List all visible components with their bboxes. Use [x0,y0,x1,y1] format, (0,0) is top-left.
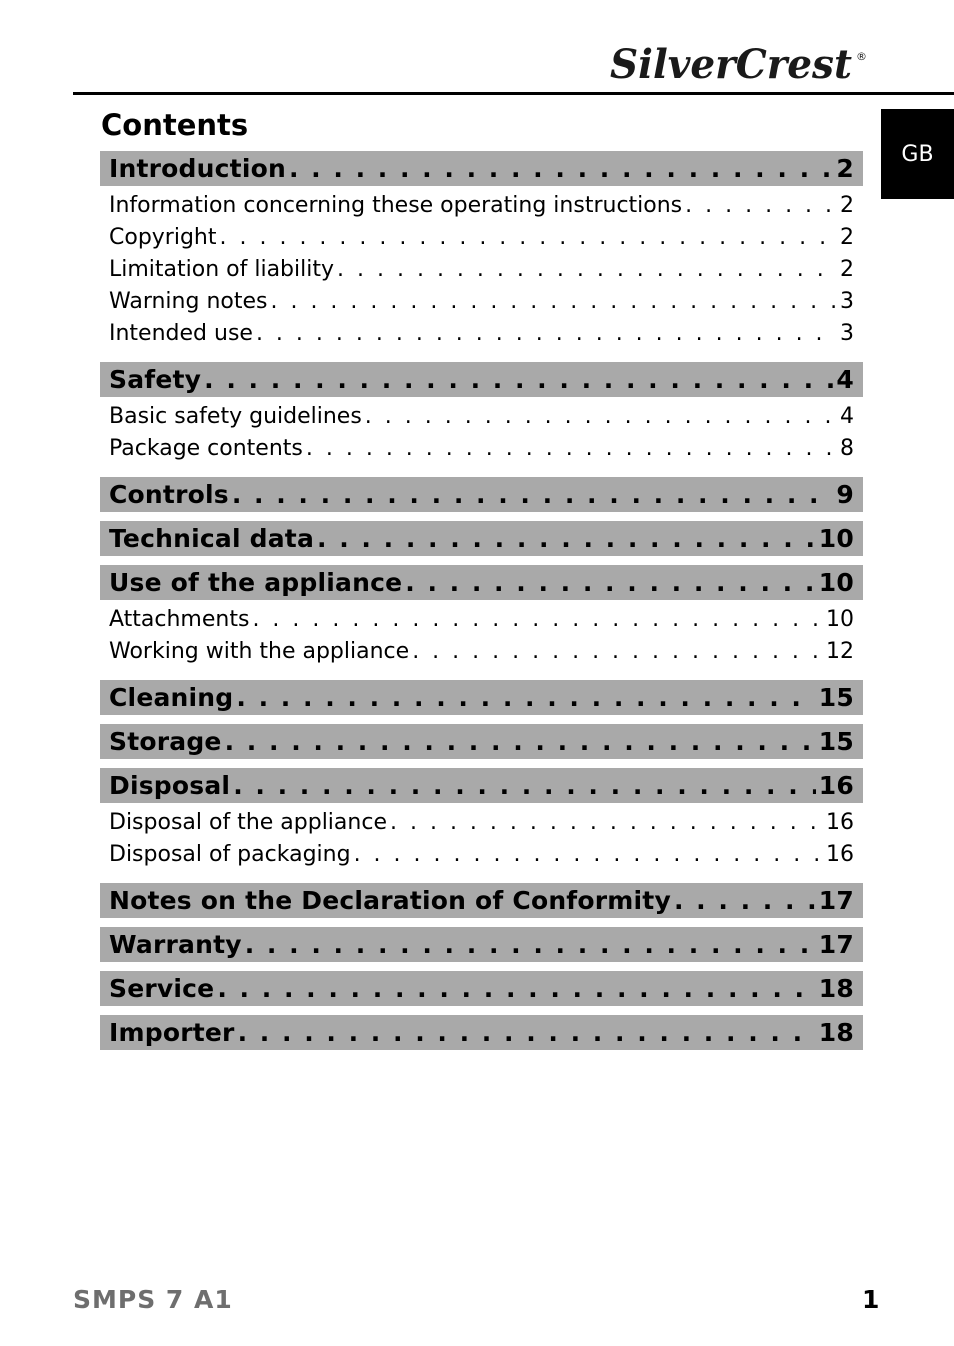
language-tab-label: GB [901,141,934,167]
toc-section[interactable] [100,724,863,759]
toc-section-page: 18 [818,974,854,1003]
toc-subsection-page: 2 [840,256,854,282]
toc-section-title: Introduction [109,154,286,183]
toc-section-page: 10 [818,568,854,597]
toc-section-page: 2 [836,154,854,183]
toc-subsection[interactable] [100,838,863,870]
toc-subsection-page: 3 [840,320,854,346]
section-spacer [100,512,863,521]
toc-subsection[interactable] [100,432,863,464]
dot-leader [236,683,815,712]
toc-section[interactable] [100,151,863,186]
toc-section[interactable] [100,768,863,803]
toc-section-title: Technical data [109,524,315,553]
dot-leader [225,727,816,756]
dot-leader [390,810,823,835]
dot-leader [365,404,837,429]
dot-leader [233,771,816,800]
toc-subsection[interactable] [100,603,863,635]
toc-subsection-page: 12 [826,638,854,664]
toc-subsection-page: 3 [840,288,854,314]
toc-subsection[interactable] [100,221,863,253]
toc-section-page: 15 [818,683,854,712]
section-spacer [100,759,863,768]
toc-section-title: Service [109,974,215,1003]
toc-section[interactable] [100,680,863,715]
page-number: 1 [862,1285,880,1314]
toc-section[interactable] [100,477,863,512]
toc-section-page: 9 [836,480,854,509]
toc-section[interactable] [100,565,863,600]
toc-subsection-page: 2 [840,224,854,250]
toc-subsection[interactable] [100,400,863,432]
toc-section[interactable] [100,362,863,397]
toc-section-title: Use of the appliance [109,568,403,597]
toc-subsection-title: Basic safety guidelines [109,403,362,429]
toc-section-title: Warranty [109,930,242,959]
section-spacer [100,918,863,927]
header-divider [73,92,954,95]
dot-leader [232,480,834,509]
dot-leader [204,365,833,394]
toc-subsection-title: Working with the appliance [109,638,410,664]
section-spacer [100,962,863,971]
toc-section-title: Controls [109,480,229,509]
dot-leader [405,568,816,597]
dot-leader [412,639,823,664]
toc-subsection[interactable] [100,285,863,317]
toc-subsection[interactable] [100,635,863,667]
table-of-contents [100,151,863,1050]
dot-leader [238,1018,816,1047]
toc-subsection-page: 10 [826,606,854,632]
toc-subsection-title: Intended use [109,320,253,346]
dot-leader [256,321,837,346]
section-spacer [100,556,863,565]
dot-leader [245,930,816,959]
toc-section[interactable] [100,927,863,962]
toc-section-page: 16 [818,771,854,800]
toc-section[interactable] [100,971,863,1006]
toc-section[interactable] [100,521,863,556]
dot-leader [217,974,815,1003]
language-tab [881,109,954,199]
section-spacer [100,874,863,883]
toc-section-title: Storage [109,727,222,756]
page-title: Contents [101,108,249,142]
toc-section-title: Safety [109,365,202,394]
toc-subsection-title: Package contents [109,435,303,461]
section-spacer [100,715,863,724]
toc-subsection-page: 8 [840,435,854,461]
toc-section-page: 15 [818,727,854,756]
toc-section-title: Importer [109,1018,235,1047]
brand-logo-graphic [610,40,870,86]
toc-section-page: 4 [836,365,854,394]
toc-subsection[interactable] [100,189,863,221]
dot-leader [337,257,837,282]
dot-leader [354,842,823,867]
toc-section[interactable] [100,883,863,918]
dot-leader [306,436,837,461]
registered-mark: ® [856,50,867,63]
toc-section[interactable] [100,1015,863,1050]
toc-subsection-page: 4 [840,403,854,429]
toc-subsection-title: Disposal of the appliance [109,809,387,835]
toc-section-page: 17 [818,930,854,959]
section-spacer [100,353,863,362]
silvercrest-logo [610,40,870,86]
toc-section-page: 17 [818,886,854,915]
toc-subsection-title: Information concerning these operating instructions [109,192,683,218]
dot-leader [317,524,816,553]
toc-section-page: 10 [818,524,854,553]
toc-section-title: Disposal [109,771,231,800]
dot-leader [252,607,823,632]
section-spacer [100,468,863,477]
section-spacer [100,671,863,680]
dot-leader [685,193,837,218]
toc-subsection-title: Disposal of packaging [109,841,351,867]
toc-section-title: Notes on the Declaration of Conformity [109,886,671,915]
toc-subsection-title: Limitation of liability [109,256,335,282]
dot-leader [220,225,838,250]
toc-subsection-title: Warning notes [109,288,268,314]
toc-subsection-title: Attachments [109,606,250,632]
toc-subsection-title: Copyright [109,224,217,250]
section-spacer [100,1006,863,1015]
toc-subsection[interactable] [100,317,863,349]
toc-subsection-page: 16 [826,809,854,835]
dot-leader [289,154,833,183]
toc-subsection[interactable] [100,253,863,285]
dot-leader [270,289,837,314]
toc-subsection-page: 16 [826,841,854,867]
toc-section-title: Cleaning [109,683,234,712]
toc-subsection-page: 2 [840,192,854,218]
brand-wordmark: SilverCrest [610,41,853,86]
dot-leader [674,886,816,915]
toc-subsection[interactable] [100,806,863,838]
model-number: SMPS 7 A1 [73,1285,233,1314]
toc-section-page: 18 [818,1018,854,1047]
